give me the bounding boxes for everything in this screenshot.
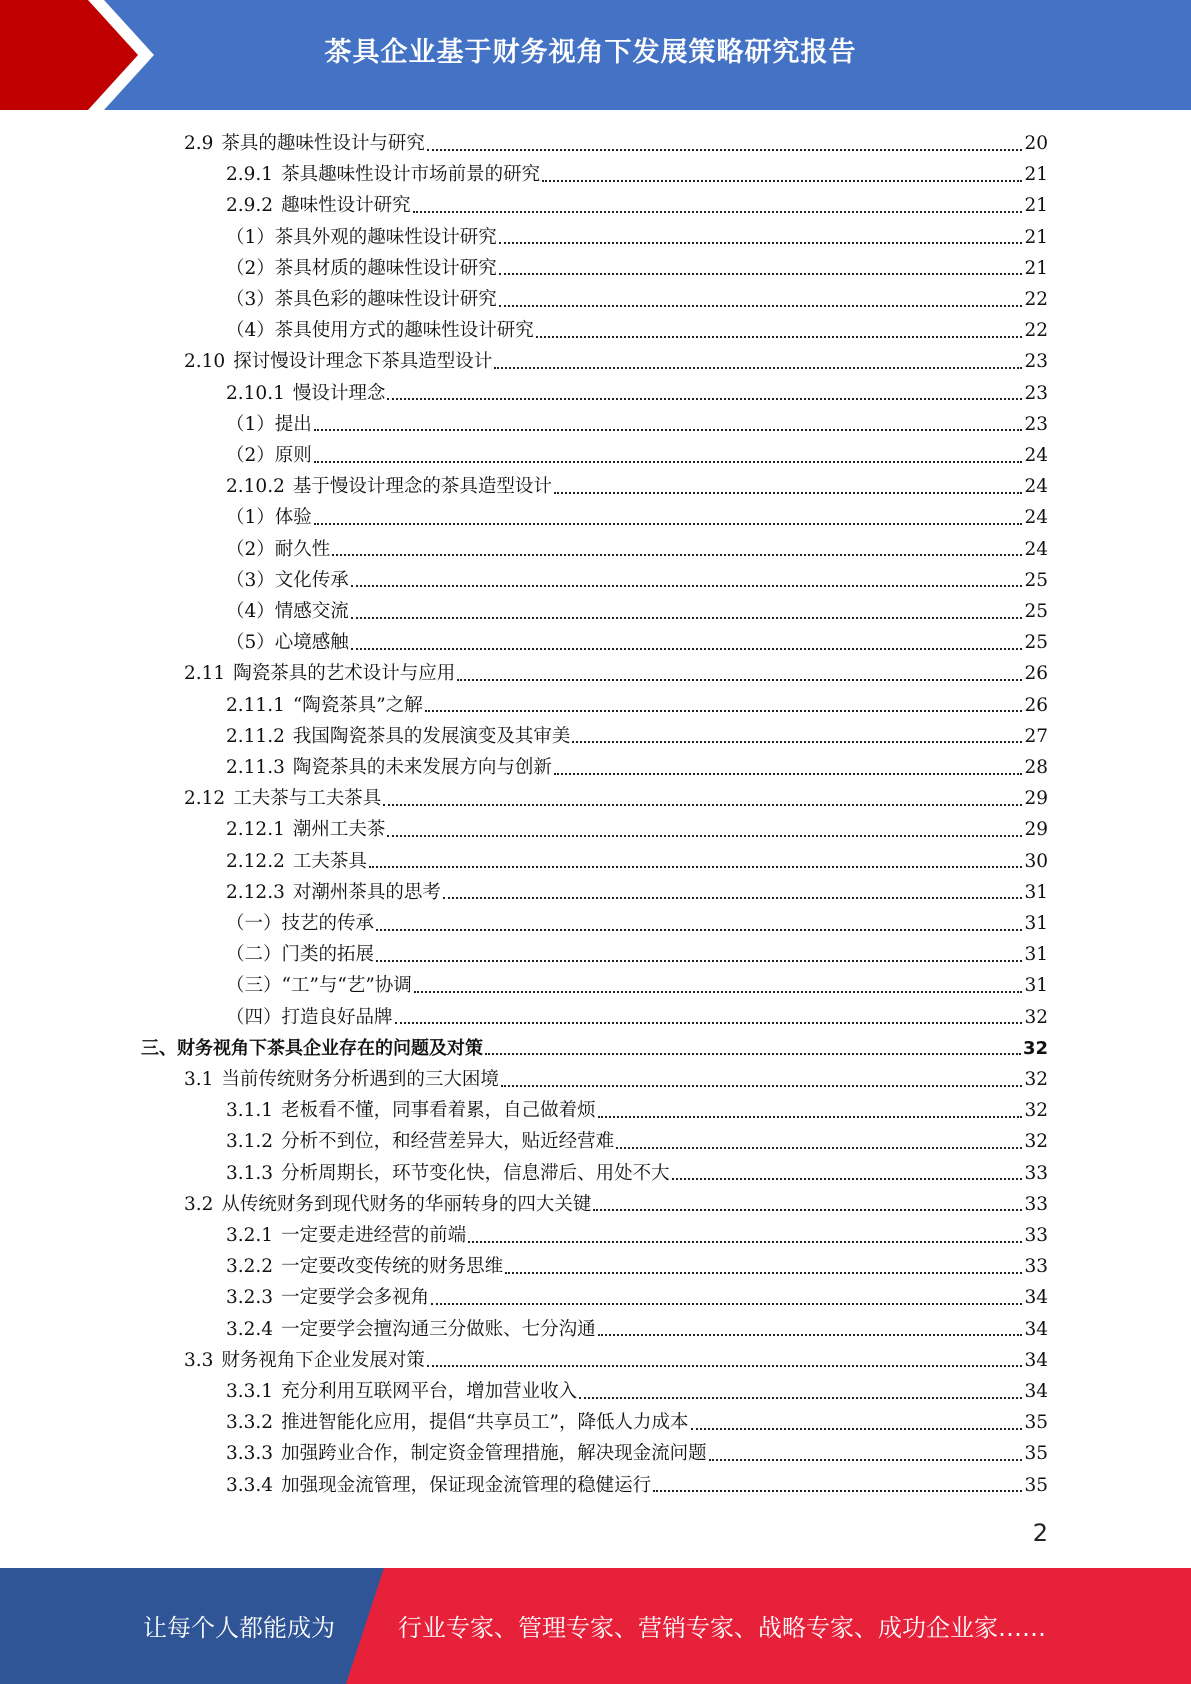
toc-entry-number: 2.10.1 [226,382,285,404]
toc-dot-leader [499,273,1022,275]
toc-entry-number: 3.3.2 [226,1412,274,1434]
toc-entry[interactable] [226,1314,1048,1345]
toc-entry-page: 35 [1024,1474,1048,1496]
toc-entry-page: 32 [1024,1131,1048,1153]
toc-entry-number: 2.9.2 [226,195,274,217]
toc-entry-number: 2.11.3 [226,757,285,778]
toc-entry-page: 27 [1024,725,1048,747]
toc-entry-page: 21 [1024,226,1048,248]
toc-entry-number: （1） [226,226,275,248]
toc-entry-number: 3.3.1 [226,1381,274,1402]
toc-entry-number: （2） [226,257,275,279]
toc-entry[interactable] [226,1407,1048,1438]
toc-entry-page: 25 [1024,569,1048,591]
toc-entry-title: 茶具使用方式的趣味性设计研究 [274,320,534,342]
toc-entry[interactable] [226,471,1048,502]
toc-dot-leader [314,461,1022,463]
toc-entry-title: 分析不到位，和经营差异大，贴近经营难 [281,1131,615,1153]
toc-dot-leader [499,242,1022,244]
toc-entry[interactable] [226,1220,1048,1251]
toc-dot-leader [369,866,1022,868]
toc-entry-number: 2.11.1 [226,694,285,716]
header-title: 茶具企业基于财务视角下发展策略研究报告 [324,37,857,68]
toc-entry-title: 从传统财务到现代财务的华丽转身的四大关键 [221,1193,592,1215]
toc-entry-title: 茶具的趣味性设计与研究 [221,133,425,154]
toc-entry-number: 3.2 [184,1193,214,1215]
toc-entry-page: 24 [1024,476,1048,498]
toc-entry[interactable] [226,690,1048,721]
toc-entry-number: （2） [226,538,275,560]
toc-dot-leader [351,617,1022,619]
toc-entry-page: 24 [1024,445,1048,466]
toc-entry-page: 32 [1024,1069,1048,1090]
toc-dot-leader [314,429,1022,431]
toc-entry-title: 提出 [274,413,312,435]
toc-entry-page: 29 [1024,788,1048,810]
toc-entry-page: 32 [1024,1100,1048,1122]
page-footer [0,1568,1191,1684]
toc-entry-page: 35 [1024,1443,1048,1465]
toc-entry-page: 22 [1024,320,1048,342]
toc-dot-leader [709,1459,1022,1461]
toc-entry-page: 24 [1024,538,1048,560]
toc-dot-leader [383,804,1022,806]
toc-entry[interactable] [226,502,1048,533]
toc-entry-number: 3.2.2 [226,1256,274,1278]
toc-entry-number: 2.10 [184,351,226,373]
toc-entry-number: （5） [226,632,275,654]
toc-entry-title: 一定要改变传统的财务思维 [281,1256,504,1278]
toc-entry[interactable] [226,190,1048,221]
toc-dot-leader [414,991,1022,993]
toc-entry-title: 体验 [274,507,312,529]
toc-entry-number: （二） [226,944,282,966]
toc-entry-title: 打造良好品牌 [281,1006,393,1028]
toc-entry-number: 3.1 [184,1069,214,1090]
toc-entry-page: 33 [1024,1162,1048,1184]
toc-entry-number: （1） [226,413,275,435]
toc-dot-leader [672,1178,1022,1180]
toc-entry-title: 加强跨业合作，制定资金管理措施，解决现金流问题 [281,1443,707,1465]
toc-dot-leader [536,336,1022,338]
toc-entry-title: 探讨慢设计理念下茶具造型设计 [233,351,493,373]
toc-entry-title: 一定要学会擅沟通三分做账、七分沟通 [281,1318,596,1340]
toc-entry-number: 2.9.1 [226,164,274,186]
toc-entry[interactable] [184,783,1048,814]
footer-slogan-right: 行业专家、管理专家、营销专家、战略专家、成功企业家…… [398,1614,1046,1642]
toc-entry-page: 28 [1024,757,1048,778]
toc-entry-number: （一） [226,913,282,934]
toc-entry-title: 原则 [274,445,312,466]
toc-entry[interactable] [226,1438,1048,1469]
toc-dot-leader [376,960,1022,962]
footer-slogan-left: 让每个人都能成为 [143,1614,335,1642]
toc-entry-page: 34 [1024,1318,1048,1340]
toc-entry-page: 34 [1024,1349,1048,1371]
toc-entry-number: 2.12 [184,788,226,810]
toc-dot-leader [494,367,1022,369]
toc-entry-number: 2.11 [184,663,226,685]
toc-entry[interactable] [226,159,1048,190]
toc-dot-leader [616,1147,1022,1149]
toc-entry-number: 2.11.2 [226,725,285,747]
toc-dot-leader [598,1116,1022,1118]
toc-entry-title: 分析周期长，环节变化快，信息滞后、用处不大 [281,1162,670,1184]
toc-entry[interactable] [226,1126,1048,1157]
toc-entry-number: （2） [226,445,275,466]
toc-entry[interactable] [226,315,1048,346]
toc-entry-number: （四） [226,1006,282,1028]
toc-dot-leader [501,1085,1022,1087]
toc-dot-leader [499,305,1022,307]
toc-dot-leader [413,211,1022,213]
toc-entry-page: 23 [1024,351,1048,373]
toc-entry[interactable] [141,1033,1048,1064]
toc-entry[interactable] [226,253,1048,284]
toc-entry-title: 陶瓷茶具的艺术设计与应用 [233,663,456,685]
toc-entry-title: 茶具外观的趣味性设计研究 [274,226,497,248]
toc-entry[interactable] [226,596,1048,627]
toc-entry[interactable] [184,128,1048,159]
toc-entry[interactable] [226,1282,1048,1313]
toc-entry[interactable] [226,222,1048,253]
toc-entry[interactable] [226,721,1048,752]
toc-entry-page: 32 [1024,1006,1048,1028]
toc-entry-page: 33 [1024,1256,1048,1278]
toc-entry-number: 3.3.4 [226,1474,274,1496]
toc-dot-leader [579,1397,1022,1399]
toc-dot-leader [554,492,1022,494]
toc-entry-page: 33 [1024,1225,1048,1246]
toc-entry-page: 23 [1024,382,1048,404]
toc-entry-number: （1） [226,507,275,529]
toc-entry-page: 35 [1024,1412,1048,1434]
toc-dot-leader [457,679,1022,681]
toc-entry[interactable] [226,939,1048,970]
toc-entry[interactable] [226,284,1048,315]
toc-dot-leader [387,835,1022,837]
toc-entry-title: 基于慢设计理念的茶具造型设计 [292,476,552,498]
toc-entry-title: 门类的拓展 [281,944,375,966]
toc-entry-title: 老板看不懂，同事看着累，自己做着烦 [281,1100,596,1122]
toc-entry-number: 2.10.2 [226,476,285,498]
toc-entry[interactable] [226,846,1048,877]
toc-entry-title: 技艺的传承 [281,913,375,934]
toc-dot-leader [431,1303,1022,1305]
toc-entry[interactable] [226,1251,1048,1282]
toc-entry-title: 趣味性设计研究 [281,195,411,217]
toc-entry-title: 茶具色彩的趣味性设计研究 [274,289,497,310]
toc-dot-leader [427,149,1022,151]
toc-dot-leader [653,1490,1022,1492]
toc-entry[interactable] [226,877,1048,908]
toc-dot-leader [542,180,1022,182]
toc-entry-title: 推进智能化应用，提倡“共享员工”，降低人力成本 [281,1412,689,1434]
toc-entry-number: （4） [226,320,275,342]
toc-entry-page: 21 [1024,257,1048,279]
toc-entry-page: 29 [1024,819,1048,841]
toc-entry-page: 26 [1024,663,1048,685]
toc-entry[interactable] [184,1064,1048,1095]
toc-dot-leader [443,897,1022,899]
toc-entry-title: 充分利用互联网平台，增加营业收入 [281,1381,578,1402]
toc-entry[interactable] [226,440,1048,471]
toc-entry-page: 24 [1024,507,1048,529]
toc-dot-leader [598,1334,1022,1336]
toc-entry-page: 34 [1024,1287,1048,1309]
toc-dot-leader [425,710,1022,712]
toc-entry-page: 20 [1024,133,1048,154]
toc-entry-page: 26 [1024,694,1048,716]
toc-entry-title: 一定要学会多视角 [281,1287,430,1309]
toc-entry-title: 当前传统财务分析遇到的三大困境 [221,1069,499,1090]
toc-entry-number: 3.3 [184,1349,214,1371]
toc-entry-page: 21 [1024,195,1048,217]
toc-dot-leader [468,1241,1022,1243]
toc-entry-title: 工夫茶具 [292,850,367,872]
toc-entry-number: 3.1.2 [226,1131,274,1153]
toc-entry[interactable] [184,346,1048,377]
toc-entry-title: 茶具趣味性设计市场前景的研究 [281,164,541,186]
toc-entry-title: 对潮州茶具的思考 [292,881,441,903]
toc-dot-leader [376,929,1022,931]
toc-entry-title: 情感交流 [274,601,349,622]
toc-entry-number: 2.12.2 [226,850,285,872]
toc-entry-page: 33 [1024,1193,1048,1215]
toc-entry-number: （三） [226,975,282,997]
toc-entry-title: 茶具材质的趣味性设计研究 [274,257,497,279]
toc-entry-number: 3.2.1 [226,1225,274,1246]
toc-dot-leader [351,585,1022,587]
toc-entry-page: 31 [1024,881,1048,903]
toc-dot-leader [572,741,1022,743]
toc-entry[interactable] [226,378,1048,409]
toc-entry-page: 21 [1024,164,1048,186]
toc-entry[interactable] [226,814,1048,845]
toc-entry[interactable] [184,1345,1048,1376]
toc-dot-leader [427,1365,1022,1367]
toc-entry-number: 3.3.3 [226,1443,274,1465]
toc-dot-leader [387,398,1022,400]
toc-entry-number: （4） [226,601,275,622]
toc-entry[interactable] [226,627,1048,658]
toc-entry-title: 耐久性 [274,538,331,560]
toc-entry-page: 30 [1024,850,1048,872]
toc-entry-number: 3.2.4 [226,1318,274,1340]
toc-entry-page: 34 [1024,1381,1048,1402]
toc-entry-title: 加强现金流管理，保证现金流管理的稳健运行 [281,1474,652,1496]
toc-entry[interactable] [226,1376,1048,1407]
toc-entry-title: 心境感触 [274,632,349,654]
toc-dot-leader [314,523,1022,525]
toc-entry-number: （3） [226,289,275,310]
page-number: 2 [1032,1519,1048,1547]
toc-entry[interactable] [226,1470,1048,1501]
toc-entry[interactable] [226,409,1048,440]
toc-entry[interactable] [226,1158,1048,1189]
toc-entry-page: 22 [1024,289,1048,310]
toc-entry[interactable] [226,970,1048,1001]
toc-entry-page: 25 [1024,601,1048,622]
toc-entry-title: 文化传承 [274,569,349,591]
toc-entry-page: 32 [1022,1037,1048,1059]
toc-dot-leader [691,1428,1023,1430]
toc-entry-title: 工夫茶与工夫茶具 [233,788,382,810]
toc-dot-leader [593,1209,1022,1211]
toc-entry-page: 25 [1024,632,1048,654]
toc-entry-title: 三、财务视角下茶具企业存在的问题及对策 [141,1037,483,1059]
toc-dot-leader [554,773,1022,775]
toc-entry-page: 31 [1024,913,1048,934]
toc-entry-number: 2.12.1 [226,819,285,841]
toc-entry[interactable] [226,565,1048,596]
toc-entry[interactable] [226,534,1048,565]
toc-entry-title: “陶瓷茶具”之解 [292,694,423,716]
toc-entry-page: 31 [1024,944,1048,966]
toc-entry-number: （3） [226,569,275,591]
toc-entry-title: 一定要走进经营的前端 [281,1225,467,1246]
toc-entry-title: 潮州工夫茶 [292,819,386,841]
toc-entry-page: 31 [1024,975,1048,997]
toc-entry-title: 我国陶瓷茶具的发展演变及其审美 [292,725,571,747]
toc-entry[interactable] [226,908,1048,939]
toc-entry-number: 2.12.3 [226,881,285,903]
toc-entry-title: 财务视角下企业发展对策 [221,1349,425,1371]
toc-entry-number: 3.1.3 [226,1162,274,1184]
toc-dot-leader [351,648,1022,650]
toc-entry-title: 慢设计理念 [292,382,386,404]
page-header [0,0,1191,110]
toc-dot-leader [395,1022,1022,1024]
toc-entry-number: 3.1.1 [226,1100,274,1122]
toc-entry-title: 陶瓷茶具的未来发展方向与创新 [292,757,552,778]
toc-entry[interactable] [226,1002,1048,1033]
toc-dot-leader [332,554,1022,556]
toc-entry-title: “工”与“艺”协调 [281,975,412,997]
toc-entry[interactable] [226,752,1048,783]
toc-entry-page: 23 [1024,413,1048,435]
toc-dot-leader [505,1272,1022,1274]
toc-dot-leader [485,1053,1021,1055]
toc-entry[interactable] [184,658,1048,689]
toc-entry[interactable] [226,1095,1048,1126]
toc-entry-number: 2.9 [184,133,214,154]
toc-entry-number: 3.2.3 [226,1287,274,1309]
toc-entry[interactable] [184,1189,1048,1220]
